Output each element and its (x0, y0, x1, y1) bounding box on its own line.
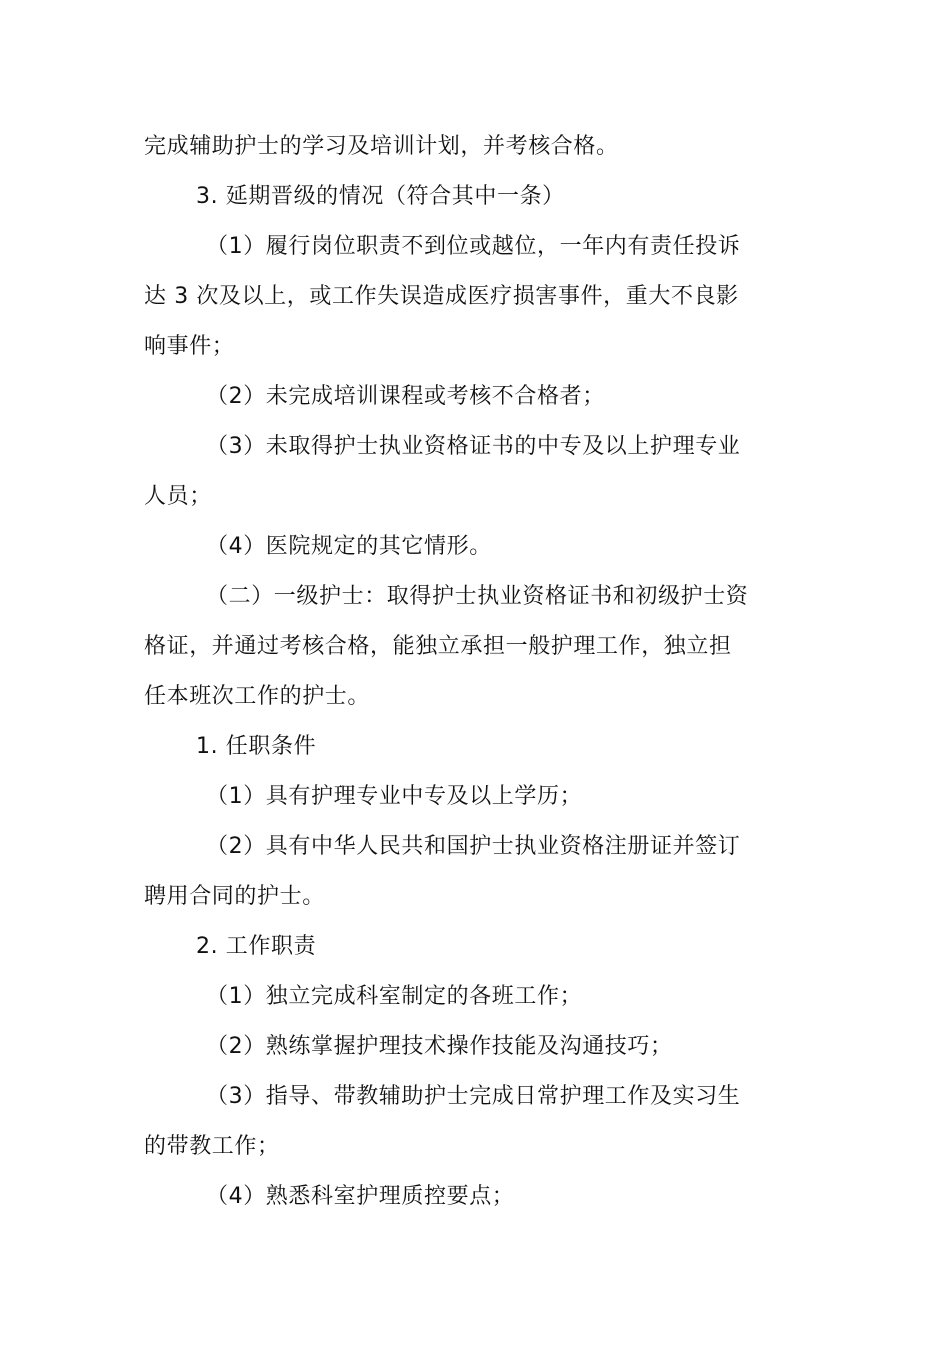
list-item: （3）未取得护士执业资格证书的中专及以上护理专业 (206, 434, 741, 459)
list-item: （4）熟悉科室护理质控要点； (206, 1184, 515, 1209)
section-heading: （二）一级护士：取得护士执业资格证书和初级护士资 (206, 584, 749, 609)
section-heading: 3. 延期晋级的情况（符合其中一条） (196, 184, 565, 209)
paragraph-line: 的带教工作； (144, 1134, 280, 1159)
list-item: （2）熟练掌握护理技术操作技能及沟通技巧； (206, 1034, 673, 1059)
paragraph-line: 响事件； (144, 334, 235, 359)
paragraph-line: 任本班次工作的护士。 (144, 684, 371, 709)
list-item: （1）履行岗位职责不到位或越位，一年内有责任投诉 (206, 234, 741, 259)
section-heading: 1. 任职条件 (196, 734, 317, 759)
paragraph-line: 聘用合同的护士。 (144, 884, 325, 909)
list-item: （1）独立完成科室制定的各班工作； (206, 984, 583, 1009)
paragraph-line: 完成辅助护士的学习及培训计划，并考核合格。 (144, 134, 619, 159)
paragraph-line: 人员； (144, 484, 212, 509)
document-body (144, 122, 748, 1222)
list-item: （2）未完成培训课程或考核不合格者； (206, 384, 605, 409)
list-item: （4）医院规定的其它情形。 (206, 534, 492, 559)
list-item: （1）具有护理专业中专及以上学历； (206, 784, 583, 809)
paragraph-line: 达 3 次及以上，或工作失误造成医疗损害事件，重大不良影 (144, 284, 739, 309)
list-item: （3）指导、带教辅助护士完成日常护理工作及实习生 (206, 1084, 741, 1109)
list-item: （2）具有中华人民共和国护士执业资格注册证并签订 (206, 834, 741, 859)
paragraph-line: 格证，并通过考核合格，能独立承担一般护理工作，独立担 (144, 634, 732, 659)
section-heading: 2. 工作职责 (196, 934, 317, 959)
